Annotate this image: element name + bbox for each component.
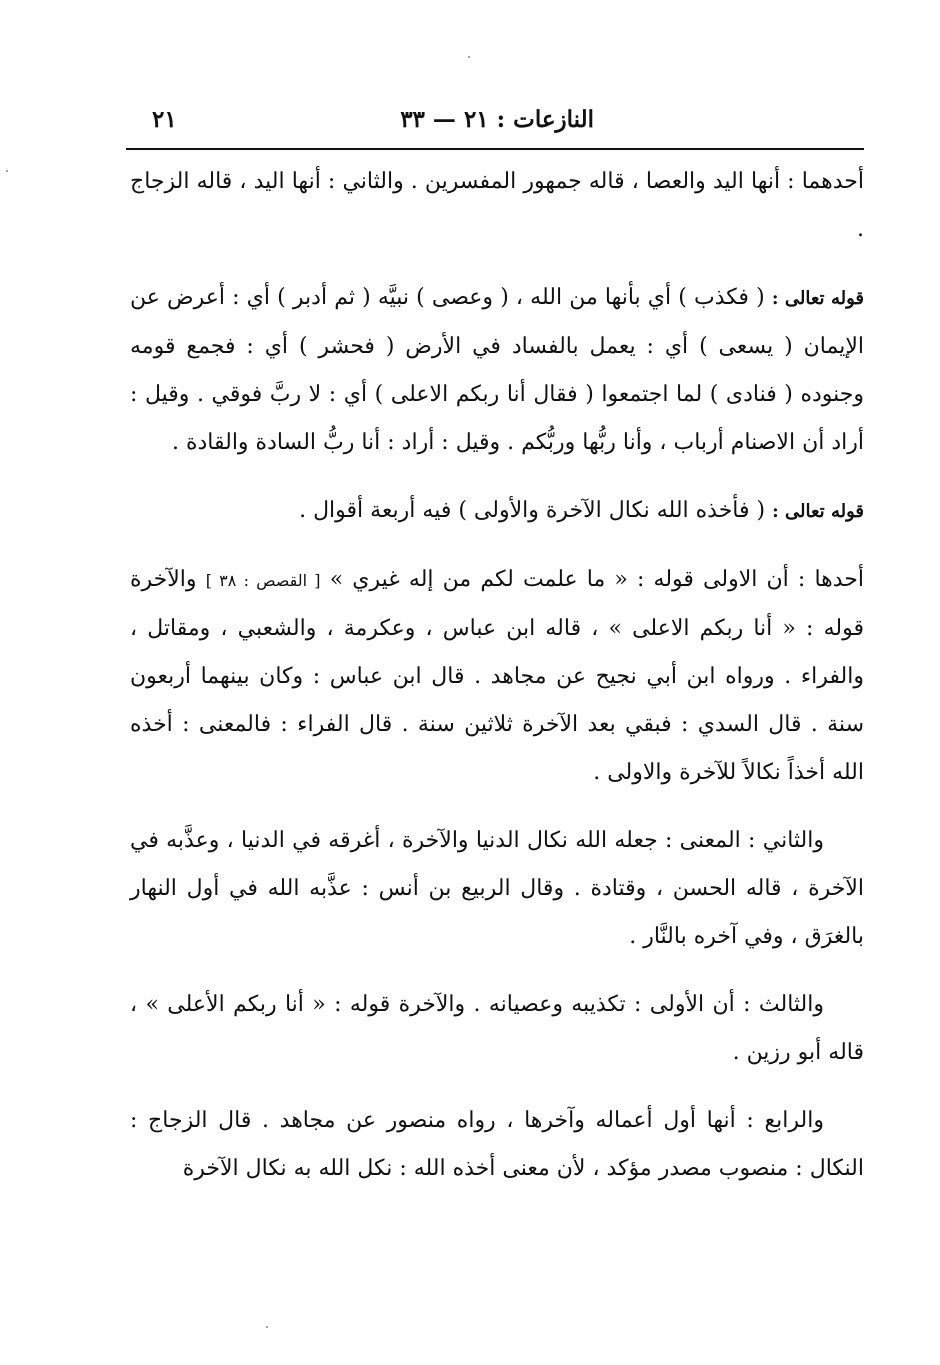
paragraph-3-text: ( فأخذه الله نكال الآخرة والأولى ) فيه أربعة أقوال . — [299, 498, 766, 523]
paragraph-6-text: والثالث : أن الأولى : تكذيبه وعصيانه . والآخرة قوله : « أنا ربكم الأعلى » ، قاله أبو رزين . — [130, 992, 864, 1065]
body-text — [130, 158, 864, 1213]
scan-speck — [468, 56, 470, 58]
page-number: ٢١ — [152, 106, 177, 133]
quran-reference: [ القصص : ٣٨ ] — [205, 571, 321, 590]
paragraph-3 — [130, 487, 864, 536]
paragraph-1 — [130, 158, 864, 254]
paragraph-7 — [130, 1097, 864, 1193]
running-title: النازعات : ٢١ — ٣٣ — [400, 106, 594, 133]
paragraph-4-text-a: أحدها : أن الاولى قوله : « ما علمت لكم من إله غيري » — [329, 567, 865, 592]
scan-speck — [6, 170, 8, 172]
paragraph-1-text: أحدهما : أنها اليد والعصا ، قاله جمهور المفسرين . والثاني : أنها اليد ، قاله الزجاج . — [130, 169, 864, 242]
scan-speck — [266, 1326, 268, 1328]
page-header — [126, 96, 864, 144]
paragraph-2-lead: قوله تعالى : — [771, 288, 864, 309]
paragraph-4-text-b: والآخرة قوله : « أنا ربكم الاعلى » ، قاله ابن عباس ، وعكرمة ، والشعبي ، ومقاتل ، والفراء . ورواه ابن أبي نجيح عن مجاهد . قال ابن عباس : وكان بينهما أربعون سنة . قال السدي : فبقي بعد الآخرة ثلاثين سنة . قال الفراء : فالمعنى : أخذه الله أخذاً نكالاً للآخرة والاولى . — [130, 567, 864, 785]
paragraph-5-text: والثاني : المعنى : جعله الله نكال الدنيا والآخرة ، أغرقه في الدنيا ، وعذَّبه في الآخرة ، قاله الحسن ، وقتادة . وقال الربيع بن أنس : عذَّبه الله في أول النهار بالغرَق ، وفي آخره بالنَّار . — [130, 828, 864, 949]
header-rule — [126, 148, 864, 150]
paragraph-2 — [130, 274, 864, 467]
paragraph-7-text: والرابع : أنها أول أعماله وآخرها ، رواه منصور عن مجاهد . قال الزجاج : النكال : منصوب مصدر مؤكد ، لأن معنى أخذه الله : نكل الله به نكال الآخرة — [130, 1108, 864, 1181]
paragraph-5 — [130, 817, 864, 961]
paragraph-3-lead: قوله تعالى : — [772, 501, 864, 522]
paragraph-6 — [130, 981, 864, 1077]
paragraph-4 — [130, 556, 864, 797]
paragraph-2-text: ( فكذب ) أي بأنها من الله ، ( وعصى ) نبيَّه ( ثم أدبر ) أي : أعرض عن الإيمان ( يسعى ) أي : يعمل بالفساد في الأرض ( فحشر ) أي : فجمع قومه وجنوده ( فنادى ) لما اجتمعوا ( فقال أنا ربكم الاعلى ) أي : لا ربَّ فوقي . وقيل : أراد أن الاصنام أرباب ، وأنا ربُّها وربُّكم . وقيل : أراد : أنا ربُّ السادة والقادة . — [130, 285, 864, 455]
